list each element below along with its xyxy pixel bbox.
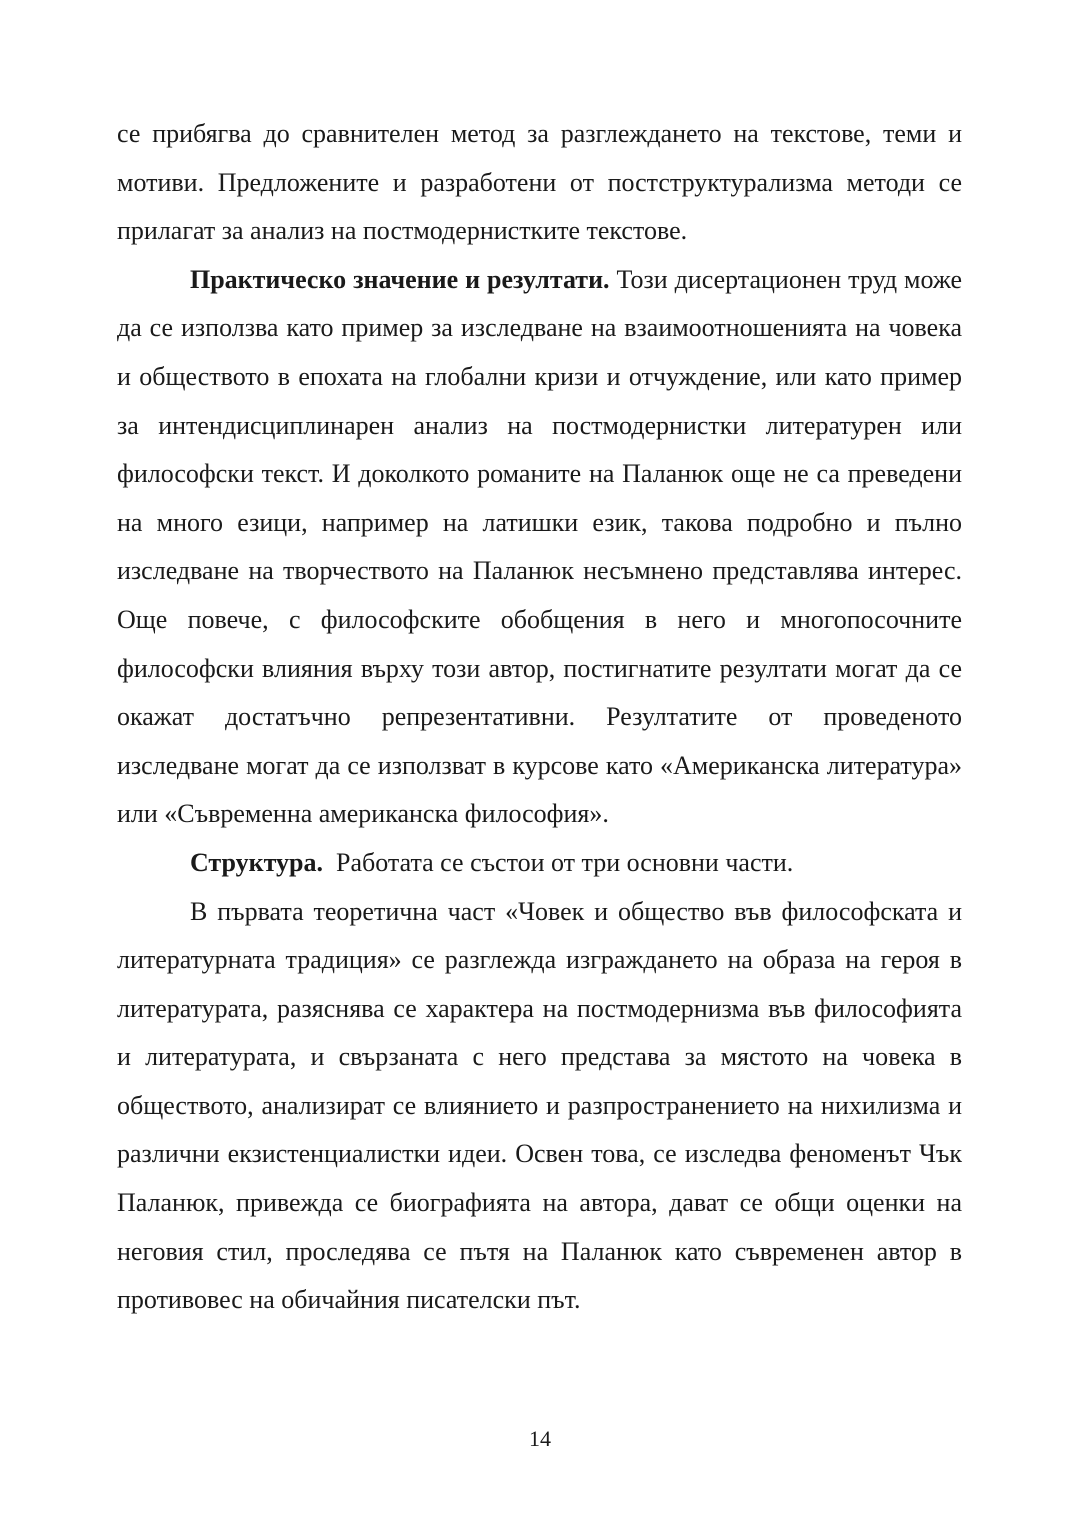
paragraph-method <box>117 110 962 256</box>
document-page <box>117 110 962 1325</box>
paragraph-text: се прибягва до сравнителен метод за разглеждането на текстове, теми и мотиви. Предложените и разработени от постструктурализма методи се прилагат за анализ на постмодернистките текстове. <box>117 119 962 246</box>
paragraph-heading: Структура. <box>190 847 324 877</box>
paragraph-first-part <box>117 888 962 1325</box>
page-number: 14 <box>529 1426 551 1451</box>
paragraph-text: В първата теоретична част «Човек и общество във философската и литературната традиция» се разглежда изграждането на образа на героя в литературата, разяснява се характера на постмодернизма във философията и литературата, и свързаната с него представа за мястото на човека в обществото, анализират се влиянието и разпространението на нихилизма и различни екзистенциалистки идеи. Освен това, се изследва феноменът Чък Паланюк, привежда се биографията на автора, дават се общи оценки на неговия стил, проследява се пътя на Паланюк като съвременен автор в противовес на обичайния писателски път. <box>117 896 962 1315</box>
paragraph-text: Този дисертационен труд може да се използва като пример за изследване на взаимоотношенията на човека и обществото в епохата на глобални кризи и отчуждение, или като пример за интендисциплинарен анализ на постмодернистки литературен или философски текст. И доколкото романите на Паланюк още не са преведени на много езици, например на латишки език, такова подробно и пълно изследване на творчеството на Паланюк несъмнено представлява интерес. Още повече, с философските обобщения в него и многопосочните философски влияния върху този автор, постигнатите резултати могат да се окажат достатъчно репрезентативни. Резултатите от проведеното изследване могат да се използват в курсове като «Американска литература» или «Съвременна американска философия». <box>117 264 962 829</box>
paragraph-practical-significance <box>117 256 962 839</box>
paragraph-structure <box>117 839 962 888</box>
paragraph-heading: Практическо значение и резултати. <box>190 264 610 294</box>
paragraph-text: Работата се състои от три основни части. <box>323 847 794 877</box>
